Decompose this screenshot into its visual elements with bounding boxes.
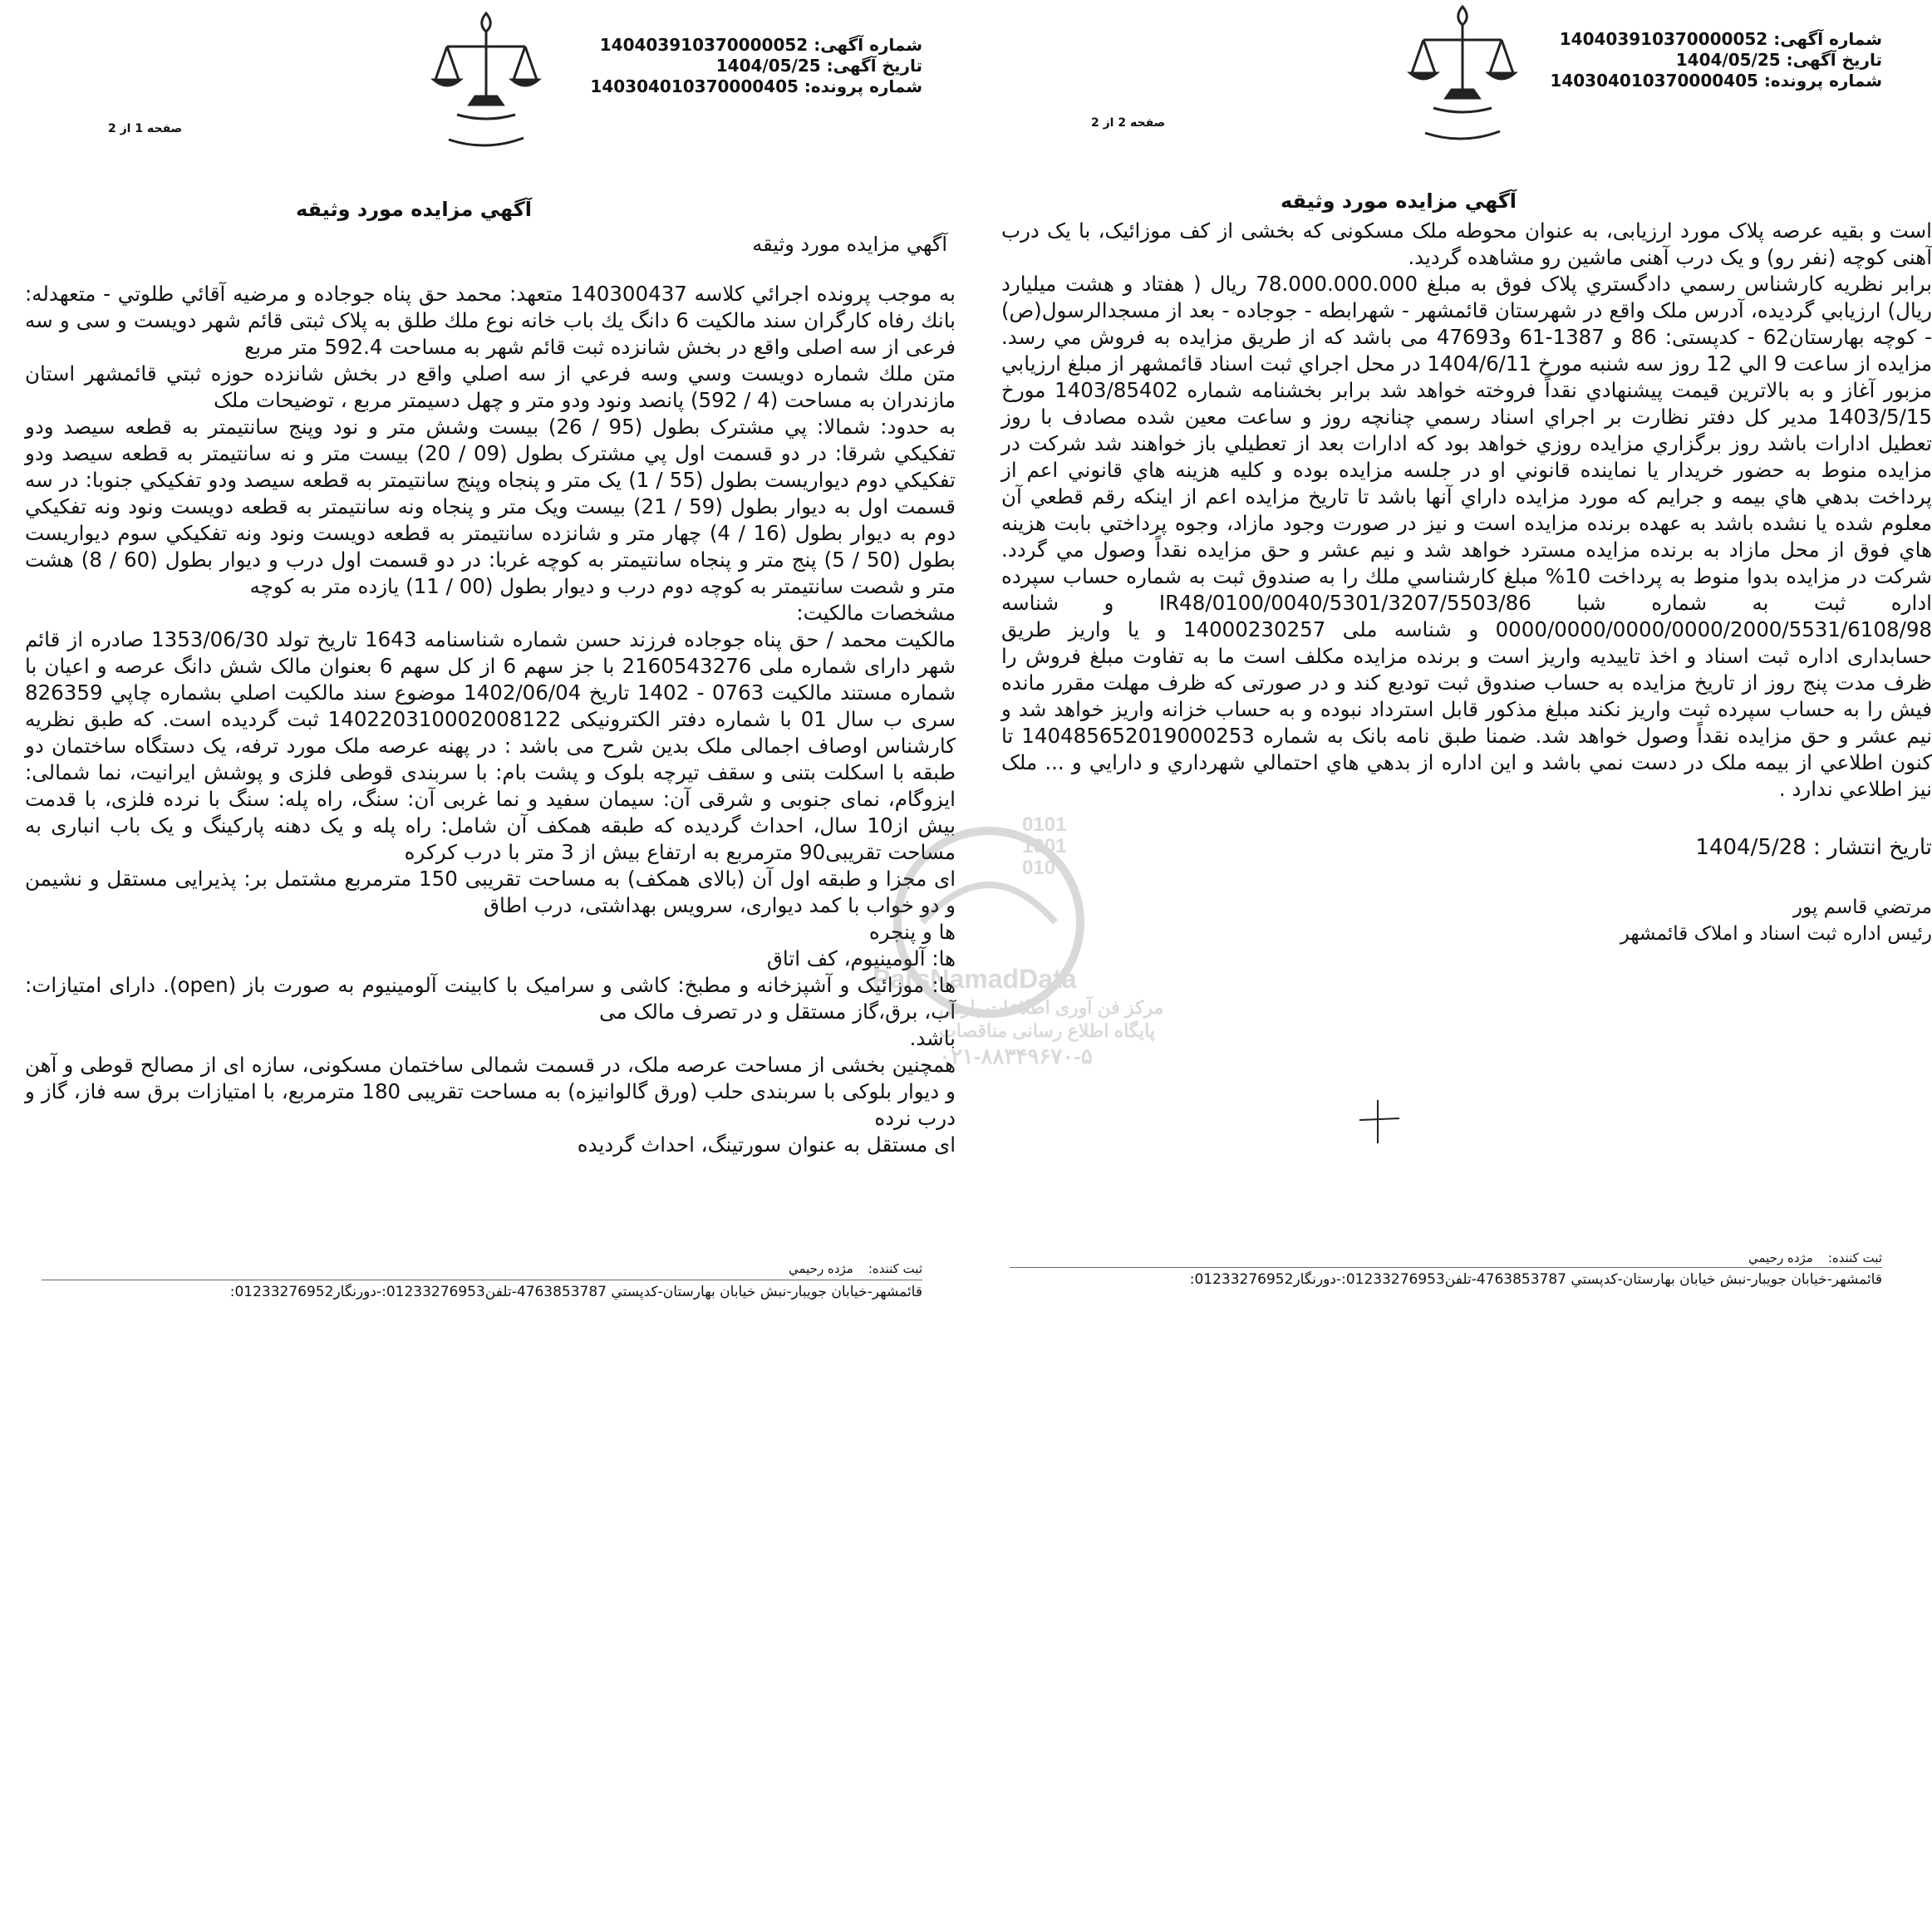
page-title: آگهي مزايده مورد وثيقه: [295, 198, 532, 221]
case-number-label: شماره پرونده:: [804, 76, 922, 96]
page-subtitle: آگهي مزايده مورد وثيقه: [752, 233, 947, 256]
ad-number-label: شماره آگهی:: [1773, 29, 1882, 49]
paragraph: مالکيت محمد / حق پناه جوجاده فرزند حسن شماره شناسنامه 1643 تاريخ تولد 1353/06/30 صادره از قائم شهر دارای شماره ملی 2160543276 با جز سهم 6 از کل سهم 6 بعنوان مالک شش دانگ عرصه و اعيان با شماره مستند مالکيت 0763 - 1402 تاريخ 1402/06/04 موضوع سند مالکيت اصلي بشماره چاپي 826359 سری ب سال 01 با شماره دفتر الکترونيکی 140220310002008122 ثبت گرديده است. که طبق نظریه کارشناس اوصاف اجمالی ملک بدین شرح می باشد : در پهنه عرصه ملک مورد ترفه، یک دستگاه ساختمان دو طبقه با اسکلت بتنی و سقف تیرچه بلوک و پشت بام: با سربندی قوطی فلزی و پوشش ایرانیت، نما شمالی: ایزوگام، نمای جنوبی و شرقی آن: سیمان سفید و نما غربی آن: سنگ، راه پله: سنگ با نرده فلزی، با قدمت بیش از10 سال، احداث گردیده که طبقه همکف آن شامل: راه پله و یک دهنه پارکینگ و یک باب انباری به مساحت تقریبی90 مترمربع به ارتفاع بیش از 3 متر با درب کرکره: [25, 627, 956, 864]
footer-divider: [1010, 1267, 1882, 1268]
watermark-brand: ParsNamadData: [873, 964, 1077, 994]
case-number: 140304010370000405: [1550, 71, 1758, 91]
paragraph: به حدود: شمالا: پي مشترک بطول (95 / 26) بيست وشش متر و نود وپنج سانتيمتر به قطعه سيصد ودو تفکيکي شرقا: در دو قسمت اول پي مشترک بطول (09 / 20) بيست متر و نه سانتيمتر به قطعه سيصد ودو تفکيکي دوم ديواريست بطول (55 / 1) يک متر و پنجاه وپنج سانتيمتر به قطعه سيصد ودو تفکيکي جنوبا: در سه قسمت اول به ديوار بطول (59 / 21) بيست ويک متر و پنجاه ونه سانتيمتر به قطعه دويست ونود ونه تفکيکي دوم به ديوار بطول (16 / 4) چهار متر و شانزده سانتيمتر به قطعه دويست ونود ونه تفکيکي سوم ديواريست بطول (50 / 5) پنج متر و پنجاه سانتيمتر به کوچه غربا: در دو قسمت اول درب و ديوار بطول (60 / 8) هشت متر و شصت سانتيمتر به کوچه دوم درب و ديوار بطول (00 / 11) يازده متر به کوچه: [25, 415, 956, 598]
header-meta: [590, 35, 922, 97]
case-number: 140304010370000405: [590, 76, 799, 96]
paragraph: به موجب پرونده اجرائي كلاسه 140300437 متعهد: محمد حق پناه جوجاده و مرضيه آقائي طلوتي - متعهدله: بانك رفاه كارگران سند مالكيت 6 دانگ يك باب خانه نوع ملك طلق به پلاک ثبتی قائم شهر دویست و سی و سه فرعی از سه اصلی واقع در بخش شانزده ثبت قائم شهر به مساحت 592.4 متر مربع: [25, 282, 956, 359]
ad-date-label: تاریخ آگهی:: [1786, 50, 1882, 70]
paragraph: ای مستقل به عنوان سورتینگ، احداث گردیده: [577, 1132, 956, 1157]
paragraph: ها: آلومینیوم، کف اتاق: [766, 946, 956, 970]
parsnamad-watermark: [873, 798, 1164, 1069]
paragraph: باشد.: [909, 1026, 956, 1050]
paragraph: ها و پنجره: [868, 920, 956, 944]
page-label: صفحه 2 از 2: [1091, 116, 1166, 130]
footer-address: قائمشهر-خيابان جويبار-نبش خيابان بهارستان-كدپستي 4763853787-تلفن01233276953:-دورنگار01233276952:: [1189, 1271, 1882, 1288]
paragraph: همچنین بخشی از مساحت عرصه ملک، در قسمت شمالی ساختمان مسکونی، سازه ای از مصالح قوطی و آهن و دیوار بلوکی با سربندی حلب (ورق گالوانیزه) به مساحت تقریبی 180 مترمربع، با امتیازات برق سه فاز، گاز و درب نرده: [25, 1053, 956, 1130]
paragraph: متن ملك شماره دويست وسي وسه فرعي از سه اصلي واقع در بخش شانزده حوزه ثبتي قائمشهر استان مازندران به مساحت (4 / 592) پانصد ونود ودو متر و چهل دسيمتر مربع ، توضيحات ملک: [25, 361, 956, 412]
scales-of-justice-icon: [424, 7, 548, 160]
ad-date-label: تاریخ آگهی:: [826, 56, 922, 76]
ad-number: 140403910370000052: [599, 35, 809, 55]
registrar-name: مژده رحيمي: [1748, 1250, 1813, 1265]
notice-page-2: [993, 0, 1932, 1329]
watermark-digits: 0101 1001 010: [1022, 813, 1067, 879]
case-number-label: شماره پرونده:: [1763, 71, 1882, 91]
notice-body: [1001, 218, 1932, 947]
page-label: صفحه 1 از 2: [108, 122, 183, 135]
paragraph: ای مجزا و طبقه اول آن (بالای همکف) به مساحت تقریبی 150 مترمربع مشتمل بر: پذیرایی مستقل و نشیمن و دو خواب با کمد دیواری، سرویس بهداشتی، درب اطاق: [25, 867, 956, 917]
scales-of-justice-icon: [1400, 0, 1525, 154]
ad-date: 1404/05/25: [1675, 50, 1781, 70]
paragraph: مشخصات مالکيت:: [796, 601, 956, 625]
paragraph: برابر نظريه كارشناس رسمي دادگستري پلاک فوق به مبلغ 78.000.000.000 ريال ( هفتاد و هشت میلیارد ریال) ارزيابي گرديده، آدرس ملک واقع در شهرستان قائمشهر - شهرابطه - جوجاده - بعد از مسجدالرسول(ص) - کوچه بهارستان62 - کدپستی: 86 و 1387-61 و47693 می باشد که از طريق مزايده به فروش مي رسد. مزايده از ساعت 9 الي 12 روز سه شنبه مورخ 1404/6/11 در محل اجراي ثبت اسناد قائمشهر از مبلغ ارزيابي مزبور آغاز و به بالاترين قيمت پيشنهادي نقداً فروخته خواهد شد برابر بخشنامه شماره 1403/85402 مورخ 1403/5/15 مدير كل دفتر نظارت بر اجراي اسناد رسمي چنانچه روز و ساعت معين شده مصادف با روز تعطيل ادارات باشد روز برگزاري مزايده روزي خواهد بود كه ادارات بعد از تعطيلي باز خواهند شد شركت در مزايده منوط به حضور خريدار يا نماينده قانوني او در جلسه مزايده بوده و كليه هزينه هاي قانوني اعم از پرداخت بدهي هاي بيمه و جرايم كه مورد مزايده داراي آنها باشد تا تاريخ مزايده اعم از اينكه رقم قطعي آن معلوم شده يا نشده باشد به عهده برنده مزايده است و نيز در صورت وجود مازاد، وجوه پرداختي بابت هزينه هاي فوق از محل مازاد به برنده مزايده مسترد خواهد شد و نيم عشر و حق مزايده نقداً وصول مي گردد. شركت در مزايده بدوا منوط به پرداخت 10% مبلغ كارشناسي ملك را به صندوق ثبت به شماره حساب سپرده اداره ثبت به شماره شبا IR48/0100/0040/5301/3207/5503/86 و شناسه 0000/0000/0000/0000/2000/5531/6108/98 و شناسه ملی 14000230257 و یا واریز طریق حسابداری اداره ثبت اسناد و اخذ تاییدیه واریز است و برنده مزايده مكلف است ما به تفاوت مبلغ فروش را ظرف مدت پنج روز از تاريخ مزايده به حساب صندوق ثبت توديع كند و در صورتی كه ظرف مهلت مقرر مانده فيش را به حساب سپرده ثبت واريز نكند مبلغ مذكور قابل استرداد نبوده و به حساب خزانه واريز خواهد شد و نيم عشر و حق مزايده نقداً وصول خواهد شد. ضمنا طبق نامه بانک به شماره 140485652019000253 تا کنون اطلاعي از بيمه ملک در دست نمي باشد و اين اداره از بدهي هاي احتمالي شهرداري و دارايي و ... ملک نيز اطلاعي ندارد .: [1001, 272, 1932, 801]
registrar-label: ثبت كننده:: [868, 1261, 922, 1276]
ad-date: 1404/05/25: [715, 56, 821, 76]
registrar-label: ثبت كننده:: [1827, 1250, 1882, 1265]
header-meta: [1550, 29, 1882, 91]
judiciary-emblem-icon: [1400, 0, 1525, 154]
judiciary-emblem-icon: [424, 7, 548, 160]
registrar: [1733, 1250, 1882, 1265]
notice-body: [25, 281, 956, 1158]
signer-title: رئيس اداره ثبت اسناد و املاک قائمشهر: [1620, 923, 1932, 945]
paragraph: است و بقیه عرصه پلاک مورد ارزیابی، به عنوان محوطه ملک مسکونی که بخشی از کف موزائیک، با یک درب آهنی کوچه (نفر رو) و یک درب آهنی ماشین رو مشاهده گردید.: [1001, 219, 1932, 269]
watermark-phone: ۰۲۱-۸۸۳۴۹۶۷۰-۵: [939, 1044, 1093, 1069]
watermark-line-2: پایگاه اطلاع رسانی مناقصات: [939, 1020, 1155, 1041]
signer-name: مرتضي قاسم پور: [1792, 897, 1932, 918]
footer-address: قائمشهر-خيابان جويبار-نبش خيابان بهارستان-كدپستي 4763853787-تلفن01233276953:-دورنگار01233276952:: [229, 1284, 922, 1300]
paragraph: ها: موزائیک و آشپزخانه و مطبخ: کاشی و سرامیک با کابینت آلومینیوم به صورت باز (open). دارای امتیازات: آب، برق،گاز مستقل و در تصرف مالک می: [25, 973, 956, 1024]
ad-number-label: شماره آگهی:: [814, 35, 922, 55]
publish-date: تاريخ انتشار : 1404/5/28: [1695, 835, 1932, 860]
ad-number: 140403910370000052: [1559, 29, 1768, 49]
watermark-line-1: مرکز فن آوری اطلاعات پارس: [939, 997, 1164, 1018]
page-title: آگهي مزايده مورد وثيقه: [1280, 189, 1517, 213]
registrar: [774, 1261, 922, 1276]
notice-page-1: [17, 0, 956, 1329]
signature-icon: [1354, 1097, 1404, 1147]
registrar-name: مژده رحيمي: [788, 1261, 853, 1276]
